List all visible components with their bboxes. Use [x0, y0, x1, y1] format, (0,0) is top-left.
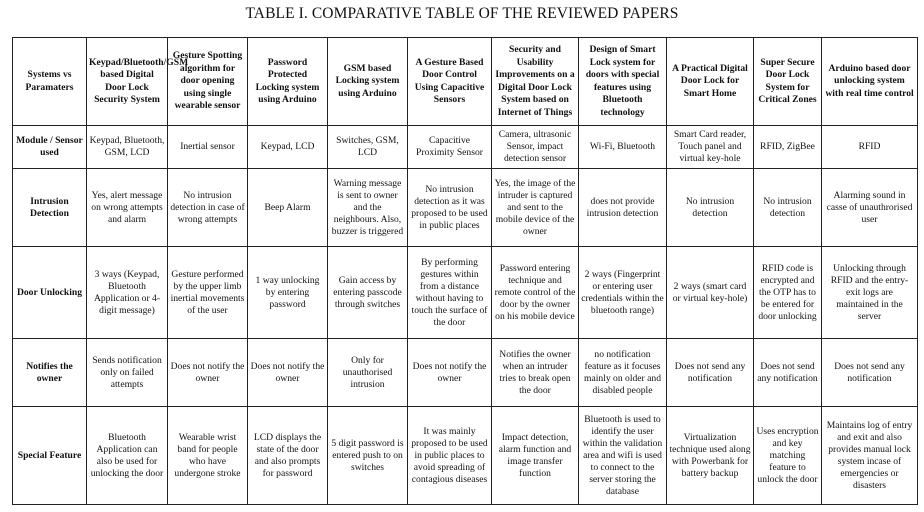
table-cell: RFID — [822, 126, 918, 169]
row-header: Special Feature — [13, 407, 87, 505]
column-header: A Practical Digital Door Lock for Smart Home — [667, 38, 754, 126]
row-header: Module / Sensor used — [13, 126, 87, 169]
table-cell: Beep Alarm — [248, 169, 328, 247]
table-cell: Alarming sound in casse of unauthrorised user — [822, 169, 918, 247]
column-header: Gesture Spotting algorithm for door opening using single wearable sensor — [168, 38, 248, 126]
table-cell: Camera, ultrasonic Sensor, impact detection sensor — [492, 126, 579, 169]
column-header: Security and Usability Improvements on a Digital Door Lock System based on Internet of Things — [492, 38, 579, 126]
table-cell: Yes, alert message on wrong attempts and alarm — [87, 169, 168, 247]
column-header: Super Secure Door Lock System for Critical Zones — [754, 38, 822, 126]
table-cell: Virtualization technique used along with Powerbank for battery backup — [667, 407, 754, 505]
row-header: Notifies the owner — [13, 339, 87, 407]
table-cell: Keypad, LCD — [248, 126, 328, 169]
table-cell: Keypad, Bluetooth, GSM, LCD — [87, 126, 168, 169]
table-cell: Inertial sensor — [168, 126, 248, 169]
table-cell: Does not send any notification — [667, 339, 754, 407]
table-cell: Gesture performed by the upper limb inertial movements of the user — [168, 247, 248, 339]
table-cell: Yes, the image of the intruder is captured and sent to the mobile device of the owner — [492, 169, 579, 247]
table-cell: RFID, ZigBee — [754, 126, 822, 169]
table-cell: Uses encryption and key matching feature to unlock the door — [754, 407, 822, 505]
table-row — [13, 339, 918, 407]
table-cell: No intrusion detection in case of wrong attempts — [168, 169, 248, 247]
table-cell: Unlocking through RFID and the entry-exit logs are maintained in the server — [822, 247, 918, 339]
table-cell: Wi-Fi, Bluetooth — [579, 126, 667, 169]
table-header-row — [13, 38, 918, 126]
table-cell: Does not send any notification — [822, 339, 918, 407]
table-cell: It was mainly proposed to be used in public places to avoid spreading of contagious diseases — [408, 407, 492, 505]
column-header: Password Protected Locking system using Arduino — [248, 38, 328, 126]
row-header: Intrusion Detection — [13, 169, 87, 247]
table-cell: 2 ways (Fingerprint or entering user credentials within the bluetooth range) — [579, 247, 667, 339]
table-cell: Impact detection, alarm function and image transfer function — [492, 407, 579, 505]
table-cell: By performing gestures within from a distance without having to touch the surface of the door — [408, 247, 492, 339]
table-cell: Bluetooth Application can also be used for unlocking the door — [87, 407, 168, 505]
table-cell: no notification feature as it focuses mainly on older and disabled people — [579, 339, 667, 407]
table-cell: Does not notify the owner — [408, 339, 492, 407]
table-cell: 1 way unlocking by entering password — [248, 247, 328, 339]
column-header: Keypad/Bluetooth/GSM based Digital Door Lock Security System — [87, 38, 168, 126]
table-cell: LCD displays the state of the door and also prompts for password — [248, 407, 328, 505]
row-header: Door Unlocking — [13, 247, 87, 339]
table-cell: Capacitive Proximity Sensor — [408, 126, 492, 169]
table-cell: Does not notify the owner — [248, 339, 328, 407]
table-cell: Gain access by entering passcode through switches — [328, 247, 408, 339]
comparison-table — [12, 37, 918, 505]
table-cell: Sends notification only on failed attempts — [87, 339, 168, 407]
table-row — [13, 126, 918, 169]
table-row — [13, 169, 918, 247]
column-header: A Gesture Based Door Control Using Capacitive Sensors — [408, 38, 492, 126]
table-cell: RFID code is encrypted and the OTP has to be entered for door unlocking — [754, 247, 822, 339]
table-cell: Switches, GSM, LCD — [328, 126, 408, 169]
table-cell: 5 digit password is entered push to on switches — [328, 407, 408, 505]
table-cell: Does not send any notification — [754, 339, 822, 407]
column-header: Arduino based door unlocking system with real time control — [822, 38, 918, 126]
table-cell: 3 ways (Keypad, Bluetooth Application or 4-digit message) — [87, 247, 168, 339]
corner-header: Systems vs Paramaters — [13, 38, 87, 126]
table-caption: TABLE I. COMPARATIVE TABLE OF THE REVIEWED PAPERS — [245, 5, 679, 22]
table-cell: Does not notify the owner — [168, 339, 248, 407]
table-cell: Warning message is sent to owner and the neighbours. Also, buzzer is triggered — [328, 169, 408, 247]
table-cell: No intrusion detection as it was proposed to be used in public places — [408, 169, 492, 247]
table-cell: 2 ways (smart card or virtual key-hole) — [667, 247, 754, 339]
table-cell: Maintains log of entry and exit and also provides manual lock system incase of emergencies or disasters — [822, 407, 918, 505]
table-cell: Wearable wrist band for people who have undergone stroke — [168, 407, 248, 505]
table-cell: Only for unauthorised intrusion — [328, 339, 408, 407]
table-cell: does not provide intrusion detection — [579, 169, 667, 247]
table-row — [13, 247, 918, 339]
column-header: GSM based Locking system using Arduino — [328, 38, 408, 126]
column-header: Design of Smart Lock system for doors with special features using Bluetooth technology — [579, 38, 667, 126]
table-row — [13, 407, 918, 505]
table-cell: Notifies the owner when an intruder tries to break open the door — [492, 339, 579, 407]
table-cell: No intrusion detection — [754, 169, 822, 247]
table-cell: Smart Card reader, Touch panel and virtual key-hole — [667, 126, 754, 169]
table-cell: No intrusion detection — [667, 169, 754, 247]
table-cell: Bluetooth is used to identify the user within the validation area and wifi is used to connect to the server storing the database — [579, 407, 667, 505]
table-cell: Password entering technique and remote control of the door by the owner on his mobile device — [492, 247, 579, 339]
